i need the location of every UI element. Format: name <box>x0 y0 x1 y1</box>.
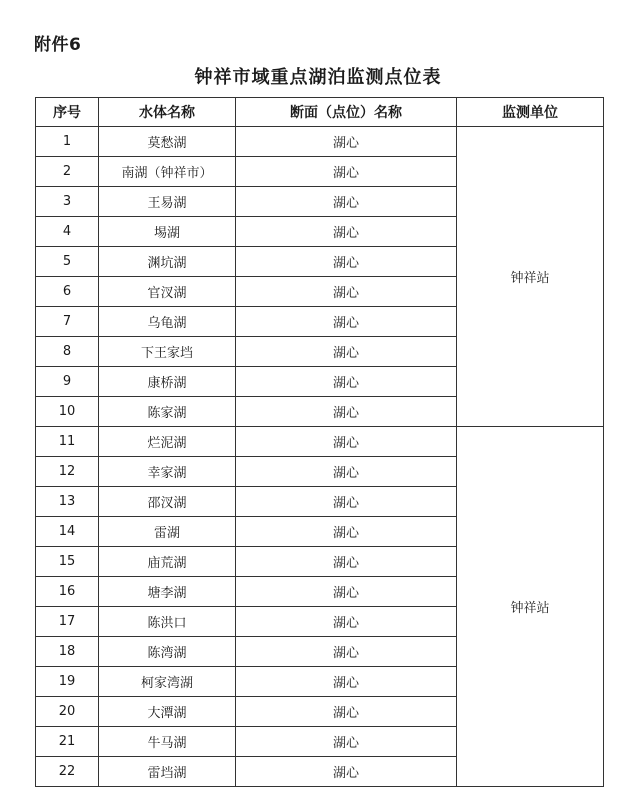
cell-section: 湖心 <box>236 697 457 727</box>
header-no: 序号 <box>36 98 99 127</box>
cell-water-body: 大潭湖 <box>99 697 236 727</box>
table-row <box>36 127 604 157</box>
cell-no: 8 <box>36 337 99 367</box>
cell-no: 7 <box>36 307 99 337</box>
cell-water-body: 乌龟湖 <box>99 307 236 337</box>
cell-no: 18 <box>36 637 99 667</box>
cell-section: 湖心 <box>236 367 457 397</box>
cell-no: 20 <box>36 697 99 727</box>
cell-section: 湖心 <box>236 457 457 487</box>
cell-no: 15 <box>36 547 99 577</box>
cell-water-body: 陈家湖 <box>99 397 236 427</box>
cell-water-body: 陈湾湖 <box>99 637 236 667</box>
cell-section: 湖心 <box>236 577 457 607</box>
cell-section: 湖心 <box>236 547 457 577</box>
cell-water-body: 康桥湖 <box>99 367 236 397</box>
cell-unit: 钟祥站 <box>457 127 604 427</box>
cell-section: 湖心 <box>236 157 457 187</box>
cell-section: 湖心 <box>236 487 457 517</box>
header-water-body: 水体名称 <box>99 98 236 127</box>
cell-no: 14 <box>36 517 99 547</box>
attachment-label: 附件6 <box>34 35 82 55</box>
cell-no: 5 <box>36 247 99 277</box>
cell-water-body: 柯家湾湖 <box>99 667 236 697</box>
cell-section: 湖心 <box>236 427 457 457</box>
cell-section: 湖心 <box>236 727 457 757</box>
cell-no: 21 <box>36 727 99 757</box>
cell-section: 湖心 <box>236 397 457 427</box>
cell-section: 湖心 <box>236 307 457 337</box>
cell-section: 湖心 <box>236 187 457 217</box>
cell-no: 16 <box>36 577 99 607</box>
cell-section: 湖心 <box>236 667 457 697</box>
cell-water-body: 渊坑湖 <box>99 247 236 277</box>
cell-water-body: 莫愁湖 <box>99 127 236 157</box>
header-unit: 监测单位 <box>457 98 604 127</box>
cell-section: 湖心 <box>236 247 457 277</box>
cell-section: 湖心 <box>236 517 457 547</box>
header-section: 断面（点位）名称 <box>236 98 457 127</box>
cell-no: 6 <box>36 277 99 307</box>
cell-no: 9 <box>36 367 99 397</box>
table-row <box>36 427 604 457</box>
cell-water-body: 埸湖 <box>99 217 236 247</box>
cell-water-body: 王易湖 <box>99 187 236 217</box>
cell-water-body: 烂泥湖 <box>99 427 236 457</box>
table-header-row <box>36 98 604 127</box>
cell-section: 湖心 <box>236 277 457 307</box>
document-title: 钟祥市域重点湖泊监测点位表 <box>194 67 442 88</box>
monitoring-sites-table <box>35 97 604 787</box>
cell-water-body: 雷垱湖 <box>99 757 236 787</box>
cell-water-body: 幸家湖 <box>99 457 236 487</box>
cell-no: 4 <box>36 217 99 247</box>
cell-no: 13 <box>36 487 99 517</box>
cell-section: 湖心 <box>236 607 457 637</box>
cell-water-body: 庙荒湖 <box>99 547 236 577</box>
cell-no: 3 <box>36 187 99 217</box>
cell-no: 17 <box>36 607 99 637</box>
cell-water-body: 下王家垱 <box>99 337 236 367</box>
cell-section: 湖心 <box>236 217 457 247</box>
cell-section: 湖心 <box>236 637 457 667</box>
cell-no: 22 <box>36 757 99 787</box>
cell-water-body: 塘李湖 <box>99 577 236 607</box>
cell-no: 1 <box>36 127 99 157</box>
cell-section: 湖心 <box>236 337 457 367</box>
cell-water-body: 邵汊湖 <box>99 487 236 517</box>
cell-no: 12 <box>36 457 99 487</box>
cell-unit: 钟祥站 <box>457 427 604 787</box>
cell-water-body: 南湖（钟祥市） <box>99 157 236 187</box>
cell-no: 11 <box>36 427 99 457</box>
cell-no: 19 <box>36 667 99 697</box>
cell-water-body: 雷湖 <box>99 517 236 547</box>
cell-no: 2 <box>36 157 99 187</box>
cell-water-body: 牛马湖 <box>99 727 236 757</box>
cell-water-body: 陈洪口 <box>99 607 236 637</box>
cell-water-body: 官汊湖 <box>99 277 236 307</box>
cell-section: 湖心 <box>236 127 457 157</box>
table-body <box>36 127 604 787</box>
cell-section: 湖心 <box>236 757 457 787</box>
cell-no: 10 <box>36 397 99 427</box>
